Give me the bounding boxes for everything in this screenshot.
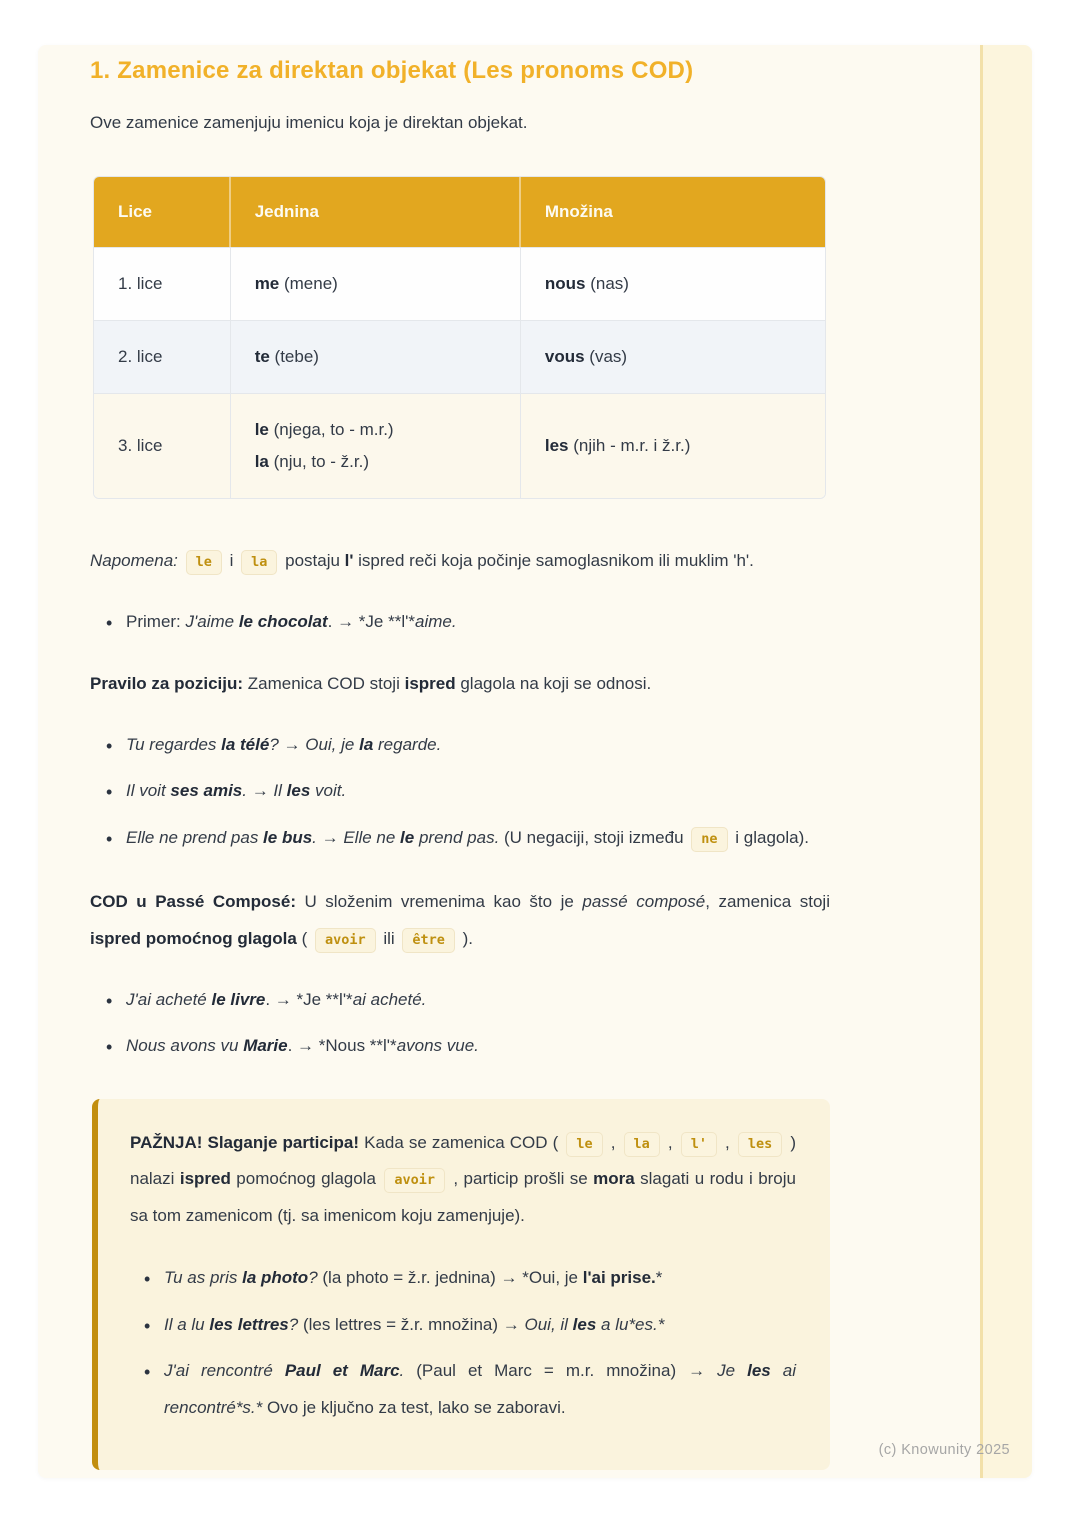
text-segment: (tebe) [269, 347, 319, 367]
text-segment: . → Il [242, 781, 287, 801]
list-item [144, 1260, 796, 1297]
text-segment: les [747, 1361, 771, 1381]
text-segment: Paul et Marc [284, 1361, 400, 1381]
text-segment: Nous avons vu [126, 1036, 244, 1056]
text-segment: . → *Je **l'* [327, 611, 415, 631]
text-segment: (U negaciji, stoji između [499, 827, 689, 847]
text-segment: PAŽNJA! Slaganje participa! [130, 1132, 360, 1152]
text-segment: glagola na koji se odnosi. [455, 674, 652, 694]
text-segment: a lu*es.* [596, 1314, 665, 1334]
text-segment: (vas) [584, 347, 628, 367]
text-segment: (la photo = ž.r. jednina) → *Oui, je [322, 1268, 583, 1288]
text-segment: , [719, 1132, 735, 1152]
table-cell-line [255, 341, 504, 373]
position-rule-paragraph [90, 666, 830, 703]
text-segment: J'ai rencontré [164, 1361, 285, 1381]
inline-code-chip: avoir [315, 928, 376, 953]
passe-bullet-list [90, 982, 830, 1065]
table-body [94, 247, 825, 498]
text-segment: , particip prošli se [447, 1169, 594, 1189]
table-cell-line [255, 414, 504, 446]
text-segment: te [254, 347, 270, 367]
text-segment: l' [344, 551, 354, 571]
text-segment: Tu as pris [164, 1268, 243, 1288]
text-segment: les [544, 436, 569, 456]
inline-code-chip: avoir [384, 1168, 445, 1193]
text-segment: passé composé [582, 892, 706, 912]
inline-code-chip: les [738, 1132, 782, 1157]
inline-code-chip: ne [691, 827, 727, 852]
table-cell-line [545, 341, 809, 373]
text-segment: Ovo je ključno za test, lako se zaboravi. [262, 1397, 566, 1417]
text-segment: (njih - m.r. i ž.r.) [568, 436, 691, 456]
text-segment: les [572, 1314, 597, 1334]
callout-lead-paragraph [130, 1125, 796, 1235]
text-segment: ). [457, 929, 474, 949]
text-segment [178, 551, 183, 570]
text-segment: voit. [310, 781, 347, 801]
list-item [144, 1353, 796, 1426]
list-item [144, 1307, 796, 1344]
text-segment: regarde. [373, 734, 442, 754]
text-segment: J'ai acheté [126, 989, 212, 1009]
text-segment: le bus [263, 827, 313, 847]
text-segment: Kada se zamenica COD ( [359, 1132, 564, 1152]
text-segment: ispred pomoćnog glagola [90, 929, 297, 949]
text-segment: Il a lu [164, 1314, 210, 1334]
text-segment: (nju, to - ž.r.) [268, 452, 370, 472]
list-item [106, 982, 830, 1019]
list-item [106, 820, 830, 857]
text-segment: la télé [221, 734, 270, 754]
text-segment: (les lettres = ž.r. množina) → [302, 1314, 525, 1334]
table-row [94, 320, 825, 393]
text-segment: Primer: [126, 611, 186, 631]
table-cell-line [255, 268, 504, 300]
text-segment: Napomena: [90, 551, 178, 571]
text-segment: ses amis [170, 781, 243, 801]
inline-code-chip: l' [681, 1132, 717, 1157]
note-bullet-list [90, 604, 830, 641]
text-segment: , [605, 1132, 621, 1152]
table-row [94, 247, 825, 320]
text-segment: pomoćnog glagola [230, 1169, 382, 1189]
text-segment: Je [717, 1361, 748, 1381]
text-segment: vous [544, 347, 585, 367]
text-segment: postaju [280, 551, 345, 571]
table-header-mnozina: Množina [544, 202, 613, 222]
text-segment: Marie [243, 1036, 288, 1056]
text-segment: ai acheté. [352, 989, 427, 1009]
text-segment: la photo [242, 1268, 309, 1288]
document-page [38, 45, 1032, 1478]
text-segment: les lettres [209, 1314, 289, 1334]
text-segment: , zamenica stoji [705, 892, 830, 912]
text-segment: ili [378, 929, 400, 949]
text-segment: mora [593, 1169, 635, 1189]
text-segment: slagati u rodu i broju sa tom zamenicom (tj. sa imenicom koju zamenjuje). [130, 1169, 796, 1225]
list-item [106, 1028, 830, 1065]
text-segment: ? [288, 1314, 303, 1334]
inline-code-chip: la [624, 1132, 660, 1157]
text-segment: i [224, 551, 239, 571]
text-segment: J'aime [185, 611, 239, 631]
text-segment: U složenim vremenima kao što je [295, 892, 583, 912]
table-cell-lice: 3. lice [94, 393, 231, 498]
table-cell-mnozina [521, 393, 825, 498]
inline-code-chip: le [566, 1132, 602, 1157]
table-cell-line [545, 430, 809, 462]
text-segment: la [254, 452, 269, 472]
table-cell-mnozina [521, 247, 825, 320]
page-title: 1. Zamenice za direktan objekat (Les pronoms COD) [90, 57, 694, 84]
table-cell-jednina [231, 320, 521, 393]
text-segment: ispred reči koja počinje samoglasnikom ili muklim 'h'. [353, 551, 754, 571]
note-paragraph [90, 543, 830, 580]
text-segment: (nas) [585, 274, 629, 294]
table-header-lice: Lice [94, 177, 231, 247]
callout-bullet-list [130, 1260, 796, 1426]
list-item [106, 727, 830, 764]
text-segment: * [655, 1268, 663, 1288]
text-segment: avons vue. [396, 1036, 479, 1056]
table-cell-jednina [231, 247, 521, 320]
text-segment: Il voit [126, 781, 171, 801]
text-segment: le [254, 419, 269, 439]
intro-paragraph: Ove zamenice zamenjuju imenicu koja je direktan objekat. [90, 113, 528, 132]
document-content [90, 45, 830, 1470]
text-segment: Pravilo za poziciju: [90, 674, 244, 694]
text-segment: COD u Passé Composé: [90, 892, 296, 912]
list-item [106, 773, 830, 810]
text-segment: le [400, 827, 415, 847]
text-segment: (njega, to - m.r.) [268, 419, 394, 439]
text-segment: . → *Je **l'* [265, 989, 353, 1009]
passe-compose-paragraph [90, 884, 830, 957]
text-segment: Tu regardes [126, 734, 222, 754]
text-segment: aime. [414, 611, 457, 631]
text-segment: ai rencontré*s.* [164, 1361, 796, 1417]
text-segment: . → Elle ne [312, 827, 401, 847]
text-segment: Zamenica COD stoji [243, 674, 405, 694]
text-segment: i glagola). [730, 827, 809, 847]
table-cell-mnozina [521, 320, 825, 393]
text-segment: ispred [404, 674, 456, 694]
text-segment: ( [296, 929, 312, 949]
text-segment: . → *Nous **l'* [287, 1036, 397, 1056]
inline-code-chip: être [402, 928, 455, 953]
warning-callout [92, 1099, 830, 1471]
table-header-jednina: Jednina [231, 177, 521, 247]
position-bullet-list [90, 727, 830, 857]
text-segment: Oui, il [524, 1314, 573, 1334]
text-segment: , [662, 1132, 678, 1152]
text-segment: le livre [211, 989, 266, 1009]
table-cell-jednina [231, 393, 521, 498]
list-item [106, 604, 830, 641]
text-segment: prend pas. [414, 827, 500, 847]
text-segment: l'ai prise. [582, 1268, 656, 1288]
inline-code-chip: le [186, 550, 222, 575]
table-row [94, 393, 825, 498]
text-segment: ) nalazi [130, 1132, 796, 1189]
inline-code-chip: la [241, 550, 277, 575]
text-segment: ? → Oui, je [269, 734, 360, 754]
text-segment: Elle ne prend pas [126, 827, 264, 847]
copyright-watermark: (c) Knowunity 2025 [878, 1442, 1010, 1458]
table-header-row [94, 177, 825, 247]
text-segment: (mene) [279, 274, 338, 294]
text-segment: ? [308, 1268, 323, 1288]
text-segment: nous [544, 274, 586, 294]
pronoun-table [93, 176, 826, 499]
table-cell-lice: 2. lice [94, 320, 231, 393]
text-segment: ispred [179, 1169, 231, 1189]
text-segment: les [286, 781, 311, 801]
table-cell-lice: 1. lice [94, 247, 231, 320]
text-segment: le chocolat [238, 611, 328, 631]
text-segment: (Paul et Marc = m.r. množina) → [416, 1361, 718, 1381]
table-cell-line [545, 268, 809, 300]
text-segment: la [359, 734, 374, 754]
decorative-margin-band [980, 45, 1032, 1478]
text-segment: me [254, 274, 280, 294]
text-segment: . [399, 1361, 417, 1381]
table-cell-line [255, 446, 504, 478]
